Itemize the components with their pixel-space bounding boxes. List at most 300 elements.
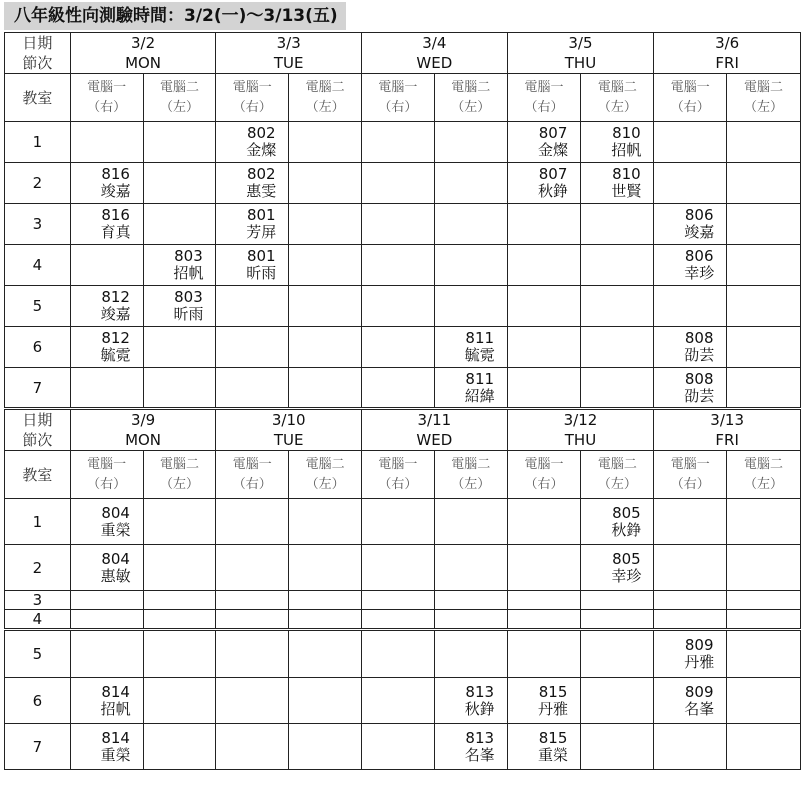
schedule-cell (507, 678, 581, 724)
period-number: 2 (5, 163, 71, 204)
day-header (216, 33, 362, 74)
room-name: 電腦一 (378, 79, 418, 95)
student-name: 世賢 (611, 182, 642, 200)
class-number: 806 (684, 247, 714, 265)
day-date: 3/13 (710, 411, 744, 429)
schedule-cell (70, 327, 143, 368)
room-side: （右） (524, 99, 564, 115)
schedule-cell (507, 724, 581, 770)
room-name: 電腦二 (744, 79, 784, 95)
date-period-label (5, 409, 71, 451)
day-header (362, 33, 508, 74)
room-side: （右） (378, 476, 418, 492)
room-header-computer-1 (507, 74, 581, 122)
day-of-week: TUE (273, 431, 304, 449)
schedule-cell (654, 545, 727, 591)
student-name: 幸珍 (611, 566, 642, 585)
schedule-cell (362, 630, 435, 678)
period-number: 5 (5, 286, 71, 327)
room-name: 電腦一 (87, 79, 127, 95)
schedule-cell (216, 678, 289, 724)
schedule-cell (216, 724, 289, 770)
schedule-cell (216, 630, 289, 678)
period-row (5, 368, 801, 409)
schedule-cell (727, 499, 801, 545)
schedule-cell (143, 163, 216, 204)
schedule-cell (727, 610, 801, 630)
day-header (70, 409, 216, 451)
day-of-week: MON (125, 431, 162, 449)
schedule-cell (581, 122, 654, 163)
classroom-label (5, 451, 71, 499)
schedule-cell (654, 591, 727, 610)
class-number: 803 (174, 247, 203, 265)
period-row (5, 678, 801, 724)
room-name: 電腦一 (232, 79, 272, 95)
room-side: （左） (305, 99, 345, 115)
classroom-header-row (5, 451, 801, 499)
schedule-cell (581, 630, 654, 678)
room-name: 電腦二 (305, 79, 345, 95)
schedule-cell (654, 327, 727, 368)
page-title: 八年級性向測驗時間：3/2(一)～3/13(五) (4, 2, 346, 30)
day-of-week: TUE (273, 54, 304, 72)
day-date: 3/12 (563, 411, 598, 429)
class-number: 802 (246, 124, 276, 142)
schedule-cell (654, 630, 727, 678)
schedule-cell (727, 245, 801, 286)
day-of-week: FRI (715, 431, 739, 449)
day-of-week: THU (564, 54, 597, 72)
period-row (5, 204, 801, 245)
room-side: （左） (159, 476, 199, 492)
schedule-cell (507, 163, 581, 204)
room-header-computer-1 (507, 451, 581, 499)
schedule-cell (70, 610, 143, 630)
student-name: 紹緯 (464, 386, 495, 405)
period-number: 3 (5, 591, 71, 610)
schedule-cell (507, 122, 581, 163)
classroom-label-text: 教室 (22, 465, 53, 484)
schedule-cell (216, 204, 289, 245)
schedule-cell (434, 204, 507, 245)
student-name: 名峯 (684, 699, 715, 718)
room-side: （左） (159, 99, 199, 115)
day-of-week: WED (416, 54, 453, 72)
schedule-cell (654, 163, 727, 204)
room-side: （右） (670, 99, 710, 115)
schedule-cell (143, 724, 216, 770)
schedule-cell (362, 122, 435, 163)
schedule-cell (70, 724, 143, 770)
schedule-cell (216, 610, 289, 630)
schedule-cell (507, 610, 581, 630)
class-number: 812 (101, 288, 130, 306)
class-number: 806 (684, 206, 714, 224)
schedule-cell (143, 591, 216, 610)
schedule-cell (143, 368, 216, 409)
student-name: 秋錚 (611, 520, 642, 539)
schedule-cell (289, 610, 362, 630)
student-name: 昕雨 (173, 305, 204, 323)
period-number: 5 (5, 630, 71, 678)
class-number: 812 (101, 329, 130, 347)
period-number: 6 (5, 678, 71, 724)
schedule-cell (70, 286, 143, 327)
schedule-cell (362, 591, 435, 610)
room-name: 電腦二 (159, 456, 199, 472)
day-date: 3/5 (568, 34, 593, 52)
schedule-cell (654, 610, 727, 630)
schedule-cell (654, 724, 727, 770)
schedule-cell (70, 591, 143, 610)
room-header-computer-2 (727, 451, 801, 499)
schedule-cell (581, 591, 654, 610)
schedule-cell (434, 499, 507, 545)
schedule-cell (289, 204, 362, 245)
room-side: （右） (232, 476, 272, 492)
schedule-cell (434, 610, 507, 630)
student-name: 丹雅 (684, 653, 715, 671)
schedule-cell (507, 545, 581, 591)
student-name: 重榮 (100, 520, 131, 539)
schedule-cell (727, 724, 801, 770)
schedule-cell (289, 163, 362, 204)
schedule-cell (434, 327, 507, 368)
student-name: 劭芸 (684, 386, 715, 405)
period-row (5, 610, 801, 630)
room-header-computer-1 (70, 451, 143, 499)
class-number: 811 (465, 369, 495, 388)
day-header (507, 33, 654, 74)
room-side: （左） (744, 476, 784, 492)
class-number: 813 (465, 682, 495, 701)
schedule-cell (507, 630, 581, 678)
schedule-cell (362, 204, 435, 245)
schedule-cell (70, 678, 143, 724)
class-number: 810 (612, 165, 641, 183)
room-side: （右） (524, 476, 564, 492)
schedule-cell (581, 204, 654, 245)
class-number: 814 (101, 682, 130, 701)
room-header-computer-2 (143, 451, 216, 499)
class-number: 810 (612, 124, 641, 142)
classroom-label (5, 74, 71, 122)
room-header-computer-1 (216, 74, 289, 122)
period-number: 1 (5, 499, 71, 545)
date-header-row (5, 409, 801, 451)
student-name: 竣嘉 (100, 182, 131, 200)
date-label: 日期 (22, 411, 53, 429)
room-side: （左） (597, 99, 637, 115)
schedule-cell (289, 122, 362, 163)
room-name: 電腦一 (670, 79, 710, 95)
schedule-cell (362, 499, 435, 545)
schedule-cell (70, 204, 143, 245)
schedule-cell (216, 286, 289, 327)
room-name: 電腦二 (744, 456, 784, 472)
room-side: （右） (232, 99, 272, 115)
day-of-week: MON (125, 54, 162, 72)
student-name: 惠雯 (246, 182, 277, 200)
date-header-row (5, 33, 801, 74)
period-number: 4 (5, 245, 71, 286)
period-row (5, 591, 801, 610)
schedule-cell (289, 630, 362, 678)
schedule-cell (362, 610, 435, 630)
room-side: （左） (744, 99, 784, 115)
schedule-cell (362, 327, 435, 368)
room-name: 電腦一 (378, 456, 418, 472)
period-row (5, 724, 801, 770)
student-name: 招帆 (100, 699, 131, 718)
schedule-cell (434, 286, 507, 327)
room-header-computer-1 (70, 74, 143, 122)
schedule-cell (727, 286, 801, 327)
class-number: 811 (465, 329, 495, 347)
room-header-computer-1 (654, 451, 727, 499)
schedule-cell (143, 499, 216, 545)
schedule-cell (507, 286, 581, 327)
date-period-label (5, 33, 71, 74)
student-name: 秋錚 (538, 182, 569, 200)
schedule-cell (727, 545, 801, 591)
room-name: 電腦二 (305, 456, 345, 472)
student-name: 昕雨 (246, 264, 277, 282)
day-of-week: THU (564, 431, 597, 449)
schedule-cell (70, 630, 143, 678)
class-number: 803 (174, 288, 203, 306)
day-date: 3/2 (130, 34, 156, 52)
schedule-cell (727, 678, 801, 724)
schedule-cell (727, 163, 801, 204)
period-number: 2 (5, 545, 71, 591)
period-number: 6 (5, 327, 71, 368)
schedule-cell (727, 591, 801, 610)
student-name: 毓霓 (100, 346, 131, 364)
schedule-cell (289, 678, 362, 724)
schedule-cell (581, 368, 654, 409)
schedule-cell (143, 545, 216, 591)
room-side: （右） (670, 476, 710, 492)
room-side: （左） (597, 476, 637, 492)
schedule-cell (289, 368, 362, 409)
schedule-cell (654, 499, 727, 545)
class-number: 816 (101, 165, 130, 183)
schedule-cell (654, 122, 727, 163)
schedule-cell (289, 499, 362, 545)
period-number: 4 (5, 610, 71, 630)
schedule-cell (143, 630, 216, 678)
schedule-cell (70, 499, 143, 545)
student-name: 金燦 (246, 141, 277, 159)
schedule-cell (143, 122, 216, 163)
day-date: 3/4 (422, 34, 447, 52)
student-name: 竣嘉 (684, 223, 715, 241)
room-side: （左） (451, 99, 491, 115)
schedule-cell (289, 327, 362, 368)
schedule-cell (362, 286, 435, 327)
period-row (5, 122, 801, 163)
schedule-table (4, 32, 801, 770)
class-number: 801 (246, 247, 276, 265)
schedule-cell (362, 163, 435, 204)
schedule-cell (581, 245, 654, 286)
schedule-cell (581, 545, 654, 591)
period-row (5, 327, 801, 368)
schedule-cell (143, 204, 216, 245)
period-number: 3 (5, 204, 71, 245)
day-of-week: WED (416, 431, 453, 449)
class-number: 815 (538, 682, 568, 701)
room-name: 電腦一 (670, 456, 710, 472)
date-label: 日期 (22, 34, 53, 52)
schedule-cell (216, 545, 289, 591)
class-number: 801 (246, 206, 276, 224)
class-number: 814 (101, 728, 130, 747)
student-name: 毓霓 (464, 346, 495, 364)
day-header (216, 409, 362, 451)
schedule-cell (70, 545, 143, 591)
student-name: 惠敏 (100, 566, 131, 585)
schedule-cell (216, 245, 289, 286)
student-name: 育真 (100, 223, 131, 241)
schedule-cell (434, 724, 507, 770)
student-name: 秋錚 (464, 699, 495, 718)
day-date: 3/3 (276, 34, 301, 52)
period-number: 7 (5, 368, 71, 409)
schedule-cell (289, 245, 362, 286)
schedule-cell (143, 678, 216, 724)
room-name: 電腦二 (159, 79, 199, 95)
schedule-cell (434, 545, 507, 591)
schedule-cell (216, 163, 289, 204)
room-header-computer-1 (362, 74, 435, 122)
class-number: 809 (684, 682, 714, 701)
schedule-cell (216, 368, 289, 409)
period-row (5, 499, 801, 545)
schedule-cell (654, 286, 727, 327)
student-name: 名峯 (464, 745, 495, 764)
classroom-label-text: 教室 (22, 88, 53, 107)
room-name: 電腦一 (232, 456, 272, 472)
class-number: 807 (538, 124, 568, 142)
class-number: 805 (612, 549, 641, 568)
schedule-cell (507, 327, 581, 368)
period-row (5, 630, 801, 678)
schedule-cell (581, 286, 654, 327)
room-header-computer-2 (289, 74, 362, 122)
room-name: 電腦二 (597, 456, 637, 472)
schedule-cell (143, 286, 216, 327)
student-name: 幸珍 (684, 264, 715, 282)
classroom-header-row (5, 74, 801, 122)
student-name: 招帆 (611, 141, 642, 159)
schedule-cell (654, 368, 727, 409)
schedule-cell (362, 724, 435, 770)
day-date: 3/6 (715, 34, 740, 52)
period-row (5, 163, 801, 204)
schedule-cell (507, 591, 581, 610)
class-number: 809 (684, 636, 714, 654)
schedule-cell (362, 245, 435, 286)
class-number: 805 (612, 503, 641, 522)
day-date: 3/10 (271, 411, 306, 429)
schedule-cell (654, 245, 727, 286)
schedule-cell (216, 327, 289, 368)
day-of-week: FRI (715, 54, 739, 72)
schedule-cell (434, 368, 507, 409)
schedule-cell (143, 245, 216, 286)
room-header-computer-1 (362, 451, 435, 499)
day-header (362, 409, 508, 451)
room-name: 電腦二 (451, 79, 491, 95)
schedule-cell (581, 163, 654, 204)
room-side: （左） (305, 476, 345, 492)
room-header-computer-2 (727, 74, 801, 122)
period-label: 節次 (22, 54, 53, 72)
student-name: 重榮 (538, 745, 569, 764)
period-row (5, 286, 801, 327)
period-number: 1 (5, 122, 71, 163)
room-side: （左） (451, 476, 491, 492)
student-name: 丹雅 (538, 699, 569, 718)
schedule-cell (507, 368, 581, 409)
schedule-cell (507, 245, 581, 286)
schedule-cell (727, 122, 801, 163)
room-header-computer-2 (434, 74, 507, 122)
schedule-cell (289, 286, 362, 327)
room-name: 電腦一 (524, 456, 564, 472)
class-number: 804 (101, 503, 130, 522)
room-side: （右） (87, 476, 127, 492)
student-name: 重榮 (100, 745, 131, 764)
class-number: 813 (465, 728, 495, 747)
day-date: 3/9 (130, 411, 156, 429)
schedule-cell (434, 122, 507, 163)
student-name: 劭芸 (684, 346, 715, 364)
period-label: 節次 (22, 431, 53, 449)
room-name: 電腦二 (451, 456, 491, 472)
class-number: 815 (538, 728, 568, 747)
schedule-cell (289, 724, 362, 770)
schedule-cell (727, 630, 801, 678)
class-number: 804 (101, 549, 130, 568)
schedule-cell (507, 204, 581, 245)
schedule-cell (654, 204, 727, 245)
schedule-cell (581, 327, 654, 368)
class-number: 808 (684, 329, 714, 347)
student-name: 招帆 (173, 264, 204, 282)
schedule-cell (727, 368, 801, 409)
schedule-cell (434, 630, 507, 678)
room-header-computer-2 (581, 451, 654, 499)
room-header-computer-2 (581, 74, 654, 122)
period-row (5, 545, 801, 591)
day-header (654, 33, 801, 74)
schedule-cell (143, 327, 216, 368)
room-header-computer-1 (216, 451, 289, 499)
schedule-cell (289, 591, 362, 610)
schedule-cell (70, 368, 143, 409)
schedule-cell (434, 591, 507, 610)
schedule-cell (70, 163, 143, 204)
schedule-cell (362, 545, 435, 591)
schedule-cell (216, 499, 289, 545)
schedule-cell (362, 368, 435, 409)
schedule-cell (70, 245, 143, 286)
student-name: 芳屏 (246, 223, 277, 241)
